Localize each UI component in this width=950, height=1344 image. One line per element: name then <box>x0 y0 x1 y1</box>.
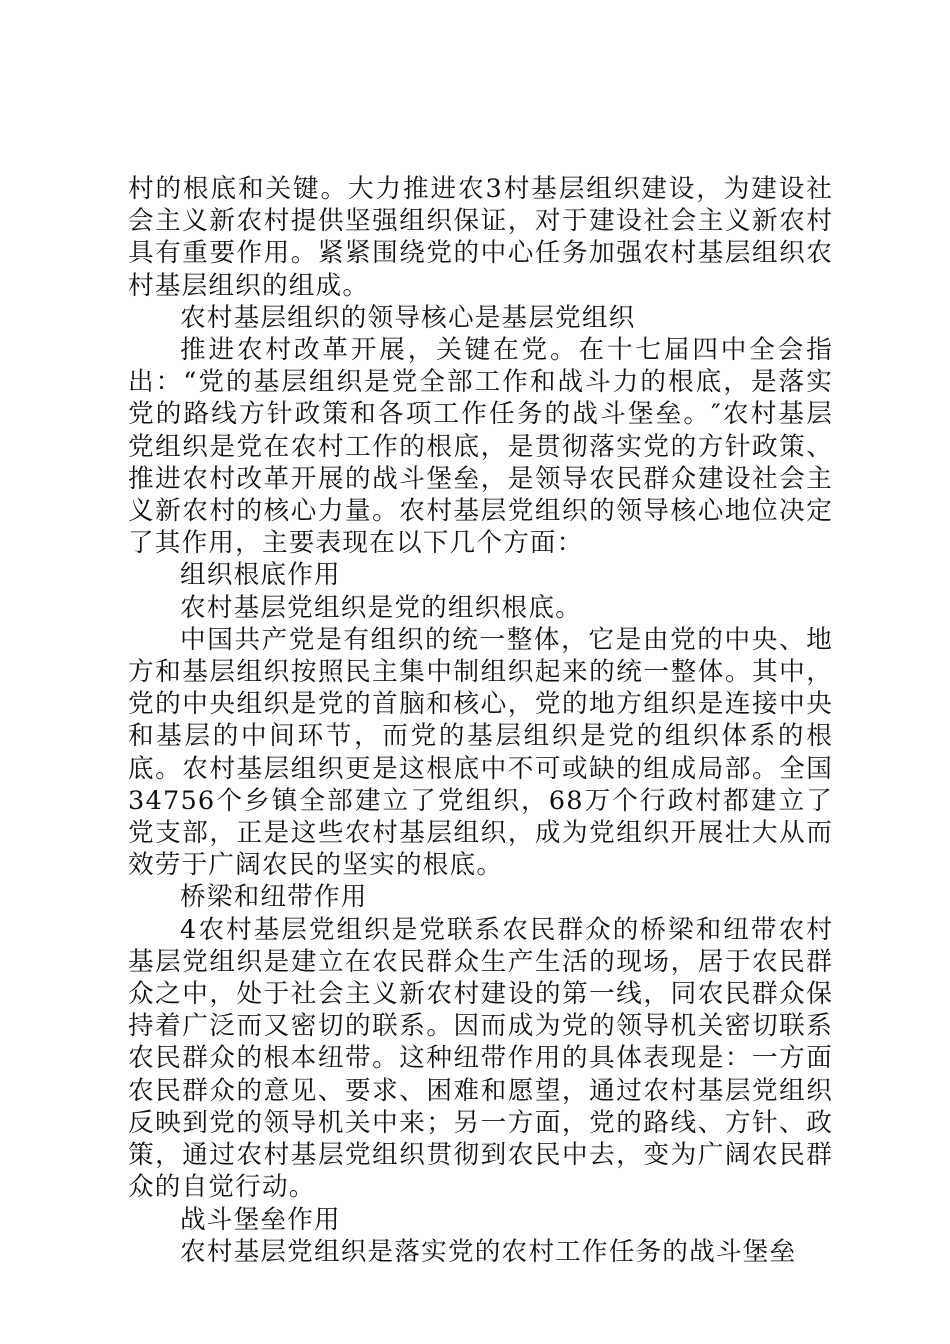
section-heading-leadership-core: 农村基层组织的领导核心是基层党组织 <box>180 302 636 333</box>
section-heading-foundation-role: 组织根底作用 <box>180 560 341 591</box>
paragraph-foundation-statement: 农村基层党组织是党的组织根底。 <box>180 592 582 623</box>
paragraph-bridge-description: 4农村基层党组织是党联系农民群众的桥梁和纽带农村基层党组织是建立在农民群众生产生活的现场，居于农民群众之中，处于社会主义新农村建设的第一线，同农民群众保持着广泛而又密切的联系。因而成为党的领导机关密切联系农民群众的根本纽带。这种纽带作用的具体表现是：一方面农民群众的意见、要求、困难和愿望，通过农村基层党组织反映到党的领导机关中来；另一方面，党的路线、方针、政策，通过农村基层党组织贯彻到农民中去，变为广阔农民群众的自觉行动。 <box>128 914 833 1203</box>
paragraph-party-structure: 中国共产党是有组织的统一整体，它是由党的中央、地方和基层组织按照民主集中制组织起来的统一整体。其中，党的中央组织是党的首脑和核心，党的地方组织是连接中央和基层的中间环节，而党的基层组织是党的组织体系的根底。农村基层组织更是这根底中不可或缺的组成局部。全国34756个乡镇全部建立了党组织，68万个行政村都建立了党支部，正是这些农村基层组织，成为党组织开展壮大从而效劳于广阔农民的坚实的根底。 <box>128 624 833 881</box>
document-body <box>128 173 833 1268</box>
paragraph-party-leadership: 推进农村改革开展，关键在党。在十七届四中全会指出：“党的基层组织是党全部工作和战斗力的根底，是落实党的路线方针政策和各项工作任务的战斗堡垒。″农村基层党组织是党在农村工作的根底，是贯彻落实党的方针政策、推进农村改革开展的战斗堡垒，是领导农民群众建设社会主义新农村的核心力量。农村基层党组织的领导核心地位决定了其作用，主要表现在以下几个方面： <box>128 335 833 559</box>
section-heading-fortress-role: 战斗堡垒作用 <box>180 1204 341 1235</box>
paragraph-fortress-statement: 农村基层党组织是落实党的农村工作任务的战斗堡垒 <box>180 1236 797 1267</box>
paragraph-intro: 村的根底和关键。大力推进农3村基层组织建设，为建设社会主义新农村提供坚强组织保证，对于建设社会主义新农村具有重要作用。紧紧围绕党的中心任务加强农村基层组织农村基层组织的组成。 <box>128 174 833 301</box>
section-heading-bridge-role: 桥梁和纽带作用 <box>180 882 368 913</box>
